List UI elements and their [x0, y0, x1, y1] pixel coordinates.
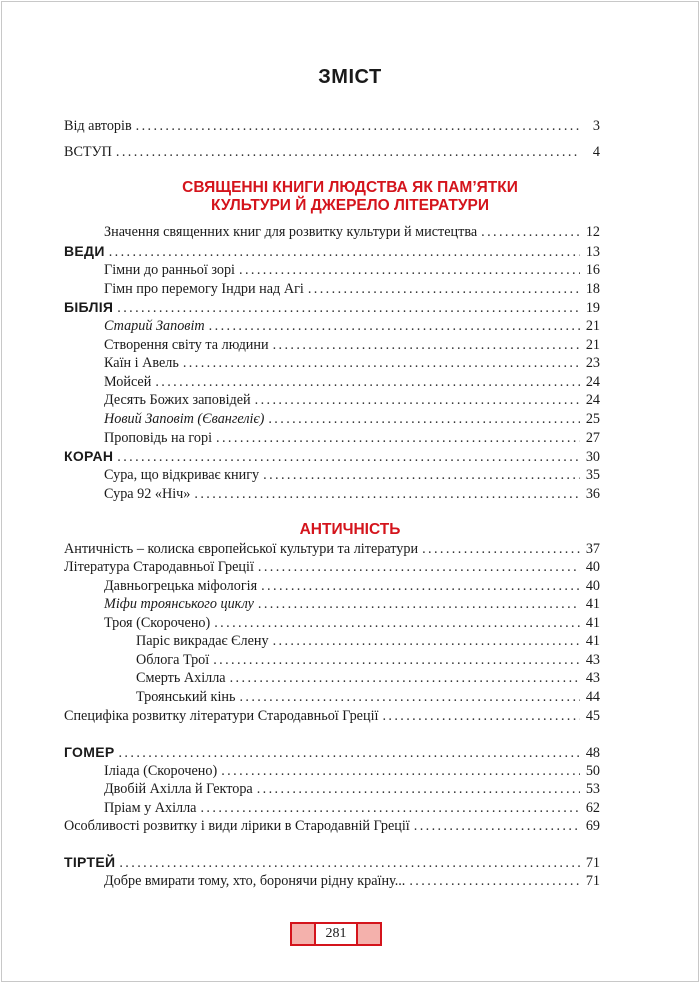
toc-entry-label: Новий Заповіт (Євангеліє) [104, 411, 265, 427]
toc-entry-page: 4 [592, 144, 600, 160]
toc-entry[interactable] [104, 390, 600, 411]
page-number: 281 [316, 922, 356, 946]
dot-leader [382, 706, 580, 727]
toc-entry-page: 21 [585, 318, 600, 334]
toc-entry[interactable] [104, 353, 600, 374]
toc-entry[interactable] [104, 779, 600, 800]
toc-entry-label: Десять Божих заповідей [104, 392, 251, 408]
toc-entry-page: 13 [585, 244, 600, 260]
toc-entry-page: 44 [585, 689, 600, 705]
dot-leader [255, 390, 580, 411]
toc-entry[interactable] [64, 241, 600, 262]
toc-entry-label: Облога Трої [136, 652, 210, 668]
dot-leader [258, 594, 580, 615]
section-heading: КУЛЬТУРИ Й ДЖЕРЕЛО ЛІТЕРАТУРИ [211, 197, 489, 214]
dot-leader [273, 631, 580, 652]
toc-entry-page: 53 [585, 781, 600, 797]
dot-leader [239, 260, 580, 281]
toc-entry-label: Двобій Ахілла й Гектора [104, 781, 253, 797]
toc-entry-page: 30 [585, 449, 600, 465]
toc-entry-page: 48 [585, 745, 600, 761]
toc-entry[interactable] [64, 852, 600, 873]
toc-entry-label: Гімни до ранньої зорі [104, 262, 235, 278]
dot-leader [239, 687, 580, 708]
toc-entry-page: 21 [585, 337, 600, 353]
toc-entry-label: Добре вмирати тому, хто, боронячи рідну країну... [104, 873, 406, 889]
dot-leader [230, 668, 580, 689]
toc-entry-page: 62 [585, 800, 600, 816]
toc-entry-label: Створення світу та людини [104, 337, 269, 353]
toc-entry[interactable] [136, 631, 600, 652]
dot-leader [136, 116, 580, 137]
section-heading: СВЯЩЕННІ КНИГИ ЛЮДСТВА ЯК ПАМ’ЯТКИ [182, 179, 518, 196]
toc-entry-page: 12 [585, 224, 600, 240]
dot-leader [116, 142, 580, 163]
toc-entry-page: 50 [585, 763, 600, 779]
toc-entry[interactable] [64, 142, 600, 163]
toc-entry-label: Каїн і Авель [104, 355, 179, 371]
toc-entry[interactable] [64, 742, 600, 763]
toc-entry-page: 41 [585, 633, 600, 649]
toc-entry-page: 71 [585, 855, 600, 871]
dot-leader [409, 871, 580, 892]
toc-entry-page: 23 [585, 355, 600, 371]
toc-entry-label: Троя (Скорочено) [104, 615, 211, 631]
dot-leader [209, 316, 580, 337]
toc-entry-page: 16 [585, 262, 600, 278]
toc-entry-label: Троянський кінь [136, 689, 236, 705]
toc-entry-label: Значення священних книг для розвитку культури й мистецтва [104, 224, 478, 240]
dot-leader [263, 465, 580, 486]
footer-square-left [290, 922, 316, 946]
toc-entry-page: 71 [585, 873, 600, 889]
dot-leader [257, 779, 580, 800]
toc-entry-label: Міфи троянського циклу [104, 596, 254, 612]
toc-entry-label: Специфіка розвитку літератури Стародавньої Греції [64, 708, 379, 724]
page-number-box [290, 922, 382, 946]
toc-entry-page: 24 [585, 392, 600, 408]
toc-entry[interactable] [64, 297, 600, 318]
toc-entry[interactable] [104, 409, 600, 430]
section-heading: АНТИЧНІСТЬ [299, 521, 401, 538]
toc-entry[interactable] [64, 706, 600, 727]
toc-entry-label: Смерть Ахілла [136, 670, 226, 686]
dot-leader [414, 816, 580, 837]
toc-entry-label: Пріам у Ахілла [104, 800, 197, 816]
toc-entry-page: 69 [585, 818, 600, 834]
toc-entry-page: 3 [592, 118, 600, 134]
toc-entry-page: 40 [585, 559, 600, 575]
toc-entry-page: 41 [585, 596, 600, 612]
toc-entry-label: ГОМЕР [64, 744, 115, 760]
toc-entry-label: БІБЛІЯ [64, 299, 114, 315]
toc-entry[interactable] [104, 871, 600, 892]
dot-leader [481, 222, 580, 243]
toc-entry-page: 25 [585, 411, 600, 427]
toc-entry-label: Паріс викрадає Єлену [136, 633, 269, 649]
toc-entry-label: Сура, що відкриває книгу [104, 467, 260, 483]
toc-entry-label: Гімн про перемогу Індри над Агі [104, 281, 304, 297]
toc-entry[interactable] [104, 222, 600, 243]
toc-entry-page: 35 [585, 467, 600, 483]
toc-entry[interactable] [64, 816, 600, 837]
toc-entry-page: 19 [585, 300, 600, 316]
toc-entry-label: ВСТУП [64, 144, 112, 160]
page-title: ЗМІСТ [318, 66, 382, 88]
toc-entry[interactable] [104, 594, 600, 615]
toc-entry-label: Література Стародавньої Греції [64, 559, 254, 575]
toc-entry-label: Іліада (Скорочено) [104, 763, 218, 779]
toc-entry-page: 43 [585, 670, 600, 686]
toc-entry-label: Давньогрецька міфологія [104, 578, 258, 594]
toc-entry-page: 37 [585, 541, 600, 557]
footer-square-right [356, 922, 382, 946]
toc-entry[interactable] [64, 116, 600, 137]
toc-entry-page: 45 [585, 708, 600, 724]
toc-entry-page: 24 [585, 374, 600, 390]
toc-entry[interactable] [64, 557, 600, 578]
toc-entry-label: КОРАН [64, 448, 114, 464]
toc-entry-label: ВЕДИ [64, 243, 105, 259]
toc-entry[interactable] [64, 446, 600, 467]
toc-entry-label: Сура 92 «Ніч» [104, 486, 191, 502]
dot-leader [183, 353, 580, 374]
toc-entry-page: 40 [585, 578, 600, 594]
toc-entry[interactable] [104, 484, 600, 505]
dot-leader [268, 409, 580, 430]
dot-leader [194, 484, 580, 505]
toc-entry-label: ТІРТЕЙ [64, 854, 116, 870]
toc-entry-label: Античність – колиска європейської культури та літератури [64, 541, 419, 557]
toc-entry-page: 36 [585, 486, 600, 502]
toc-entry-label: Особливості розвитку і види лірики в Стародавній Греції [64, 818, 410, 834]
toc-entry-page: 43 [585, 652, 600, 668]
toc-entry-label: Проповідь на горі [104, 430, 213, 446]
dot-leader [258, 557, 580, 578]
toc-entry[interactable] [136, 668, 600, 689]
toc-entry[interactable] [104, 465, 600, 486]
toc-entry[interactable] [104, 316, 600, 337]
toc-entry-label: Мойсей [104, 374, 152, 390]
toc-entry[interactable] [104, 260, 600, 281]
toc-entry[interactable] [136, 687, 600, 708]
toc-entry-label: Старий Заповіт [104, 318, 205, 334]
toc-entry-label: Від авторів [64, 118, 132, 134]
toc-entry-page: 18 [585, 281, 600, 297]
toc-entry-page: 41 [585, 615, 600, 631]
toc-entry-page: 27 [585, 430, 600, 446]
